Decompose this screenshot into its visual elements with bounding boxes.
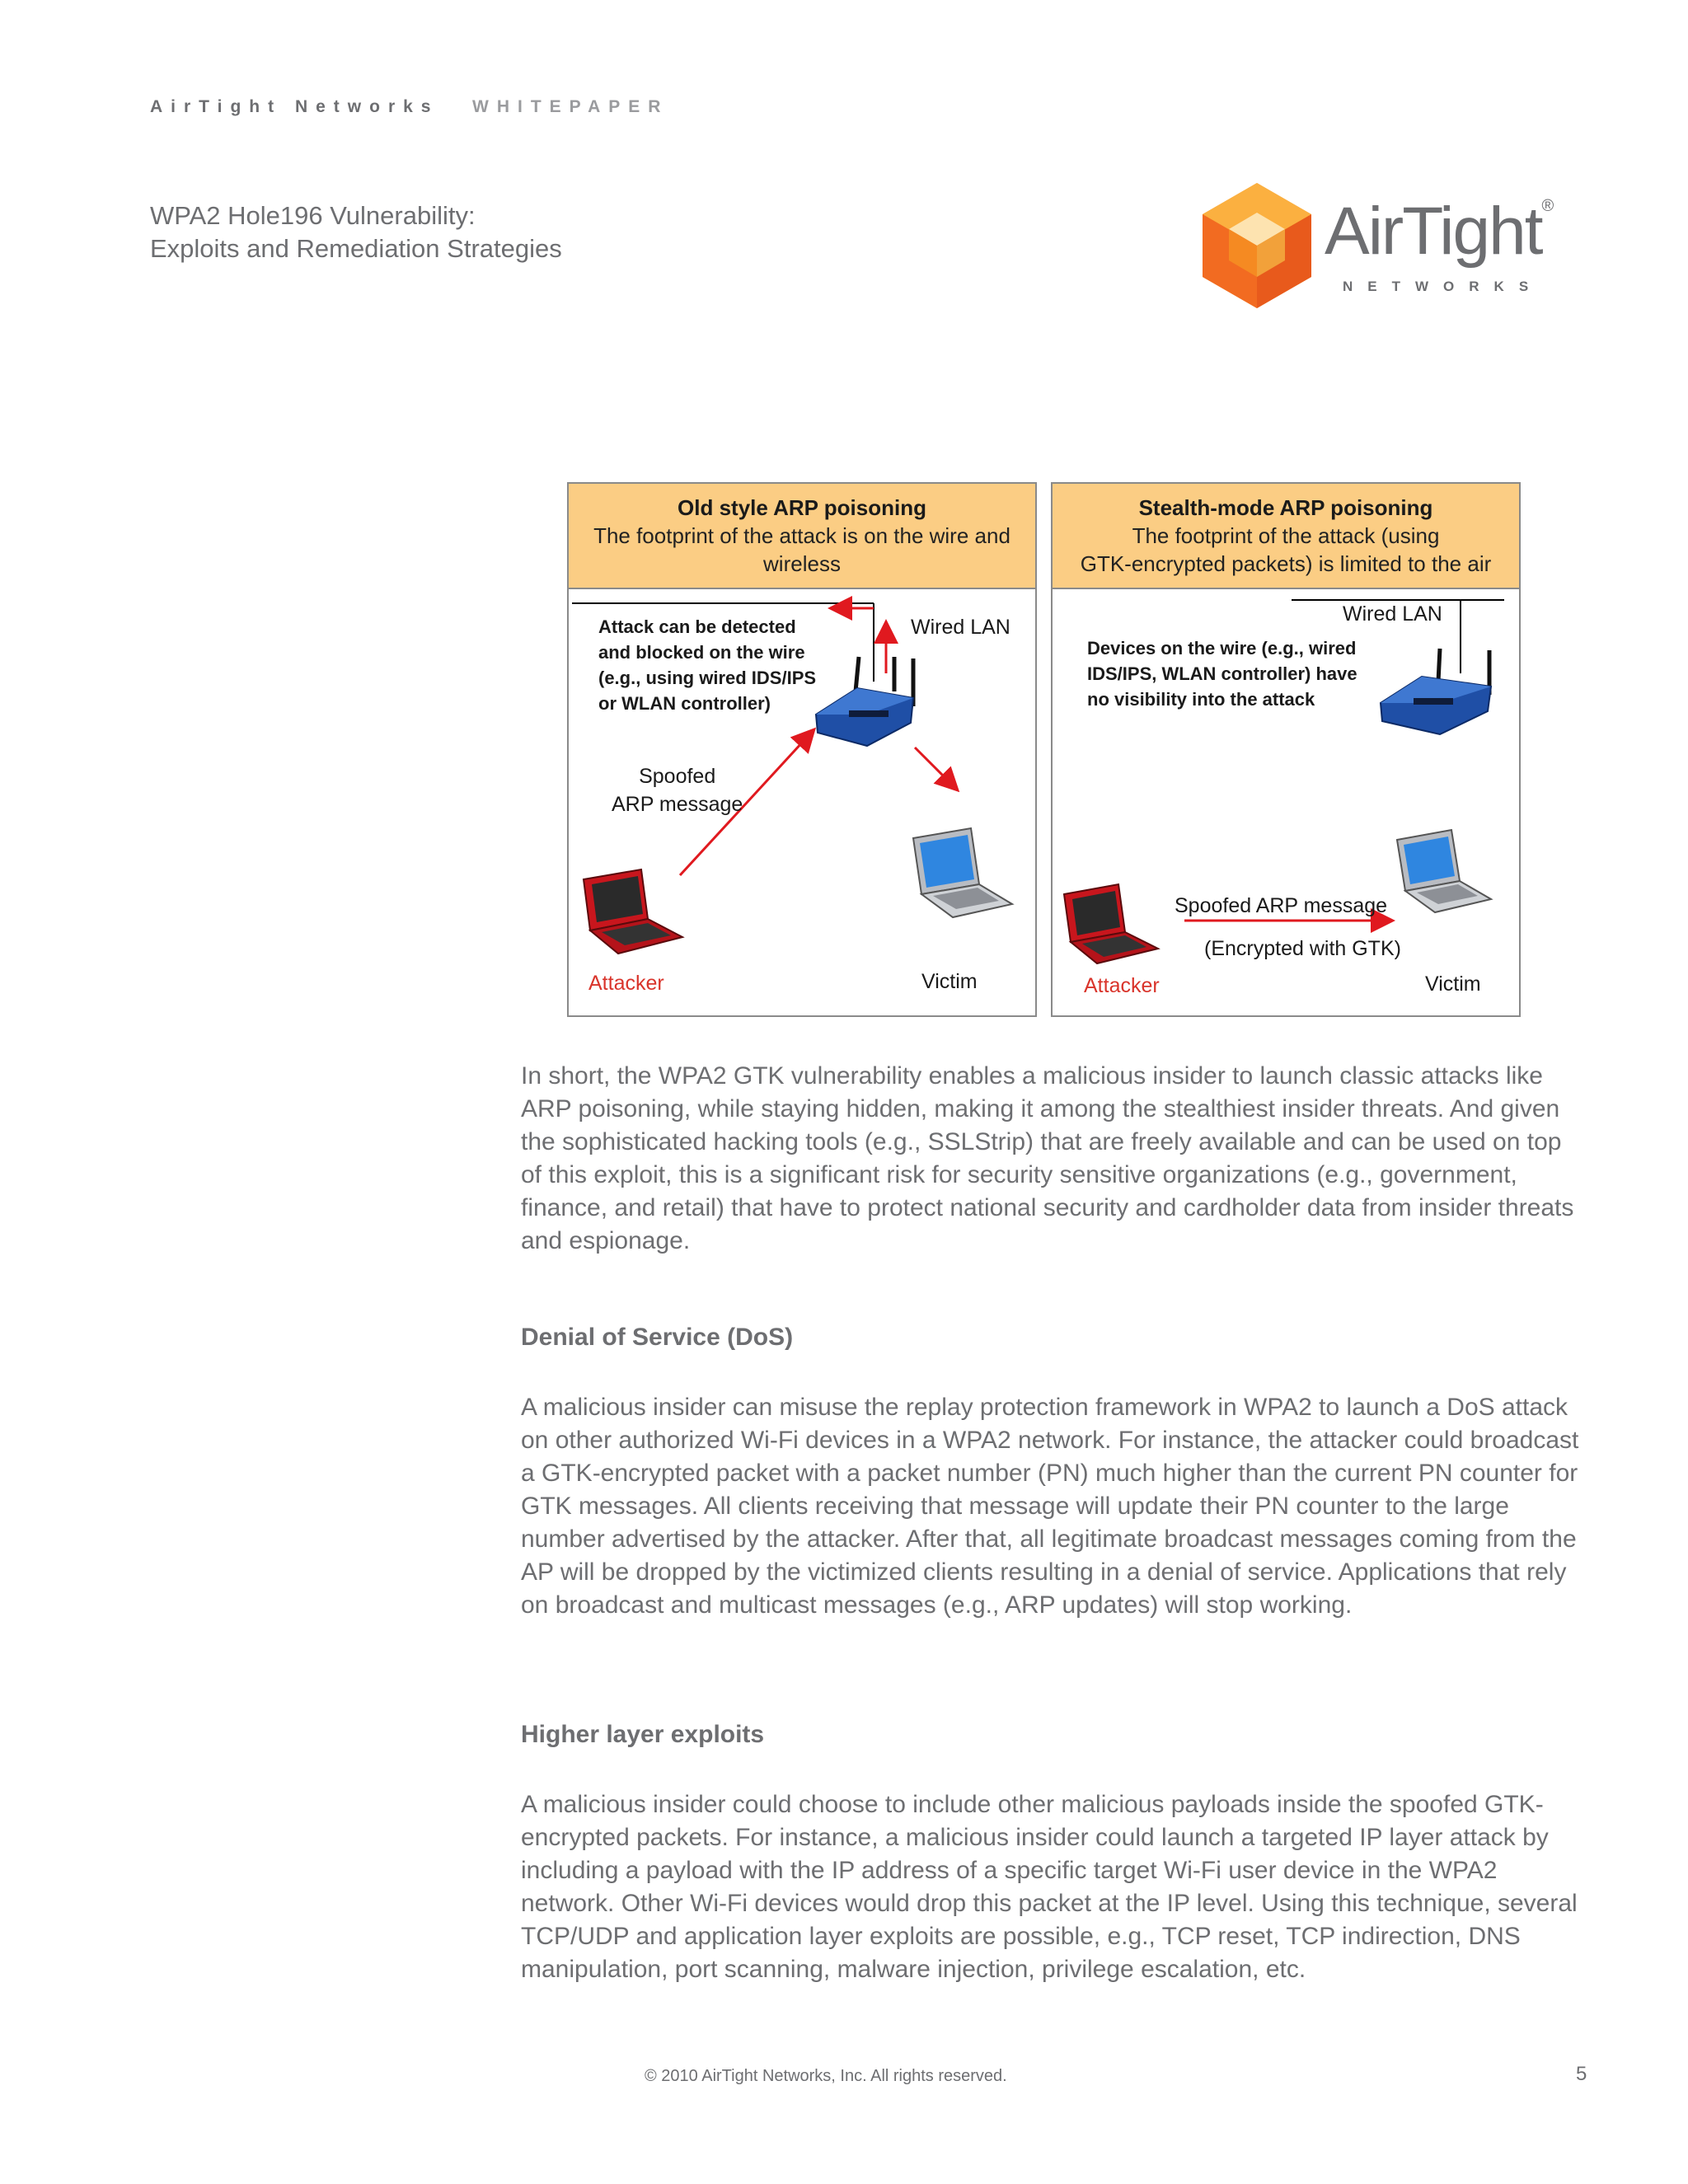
panel-header: [569, 484, 1035, 589]
wired-lan-label: Wired LAN: [911, 616, 1010, 639]
panel-subtitle-line2: GTK-encrypted packets) is limited to the air: [1080, 551, 1492, 576]
cube-logo-icon: [1199, 181, 1315, 310]
visibility-note: Devices on the wire (e.g., wired IDS/IPS, WLAN controller) have no visibility into the attack: [1087, 638, 1357, 710]
intro-paragraph: In short, the WPA2 GTK vulnerability enables a malicious insider to launch classic attacks like ARP poisoning, while staying hidden, making it among the stealthiest insider threats. And given the sophisticated hacking tools (e.g., SSLStrip) that are freely available and can be used on top of this exploit, this is a significant risk for security sensitive organizations (e.g., government, finance, and retail) that have to protect national security and cardholder data from insider threats and espionage.: [521, 1062, 1574, 1254]
panel-subtitle-line1: The footprint of the attack (using: [1132, 523, 1440, 548]
wired-lan-label: Wired LAN: [1343, 602, 1442, 626]
panel-header: [1053, 484, 1519, 589]
encrypted-label: (Encrypted with GTK): [1204, 937, 1401, 960]
footer-copyright: © 2010 AirTight Networks, Inc. All rights reserved.: [645, 2067, 1007, 2085]
section-heading-higher-layer: Higher layer exploits: [521, 1721, 765, 1748]
attacker-label: Attacker: [588, 972, 664, 995]
attacker-laptop-icon: [584, 869, 682, 954]
victim-label: Victim: [921, 970, 978, 993]
spoofed-label: Spoofed ARP message: [1175, 894, 1388, 917]
router-icon: [816, 657, 913, 746]
panel-subtitle: The footprint of the attack is on the wire and wireless: [593, 523, 1010, 576]
attacker-label: Attacker: [1084, 974, 1160, 997]
router-icon: [1381, 649, 1491, 734]
figure-panel-stealth-mode: [1051, 482, 1521, 1017]
spoofed-label: Spoofed ARP message: [612, 765, 743, 816]
forward-arrow: [915, 748, 956, 789]
header-company: AirTight Networks: [150, 97, 439, 116]
panel-title: Stealth-mode ARP poisoning: [1138, 495, 1433, 520]
victim-label: Victim: [1425, 972, 1481, 996]
figure-panel-old-style: [567, 482, 1037, 1017]
document-title-line1: WPA2 Hole196 Vulnerability:: [150, 201, 476, 230]
victim-laptop-icon: [1397, 830, 1491, 912]
logo-wordmark: AirTight®: [1325, 194, 1554, 269]
victim-laptop-icon: [913, 828, 1012, 917]
document-title-line2: Exploits and Remediation Strategies: [150, 234, 562, 263]
header-section: WHITEPAPER: [472, 97, 669, 116]
section-body-higher-layer: A malicious insider could choose to include other malicious payloads inside the spoofed GTK-encrypted packets. For instance, a malicious insider could launch a targeted IP layer attack by including a payload with the IP address of a specific target Wi-Fi user device in the WPA2 network. Other Wi-Fi devices would drop this packet at the IP level. Using this technique, several TCP/UDP and application layer exploits are possible, e.g., TCP reset, TCP indirection, DNS manipulation, port scanning, malware injection, privilege escalation, etc.: [521, 1791, 1578, 1983]
page-number: 5: [1576, 2063, 1587, 2085]
document-title: [150, 199, 562, 265]
logo-subtitle: NETWORKS: [1343, 279, 1544, 294]
panel-title: Old style ARP poisoning: [678, 495, 926, 520]
airtight-logo: [1199, 181, 1554, 313]
detection-note: Attack can be detected and blocked on the wire (e.g., using wired IDS/IPS or WLAN controller): [598, 616, 817, 714]
section-heading-dos: Denial of Service (DoS): [521, 1324, 794, 1351]
attacker-laptop-icon: [1064, 884, 1158, 963]
section-body-dos: A malicious insider can misuse the replay protection framework in WPA2 to launch a DoS attack on other authorized Wi-Fi devices in a WPA2 network. For instance, the attacker could broadcast a GTK-encrypted packet with a packet number (PN) much higher than the current PN counter for GTK messages. All clients receiving that message will update their PN counter to the large number advertised by the attacker. After that, all legitimate broadcast messages coming from the AP will be dropped by the victimized clients resulting in a denial of service. Applications that rely on broadcast and multicast messages (e.g., ARP updates) will stop working.: [521, 1394, 1579, 1619]
